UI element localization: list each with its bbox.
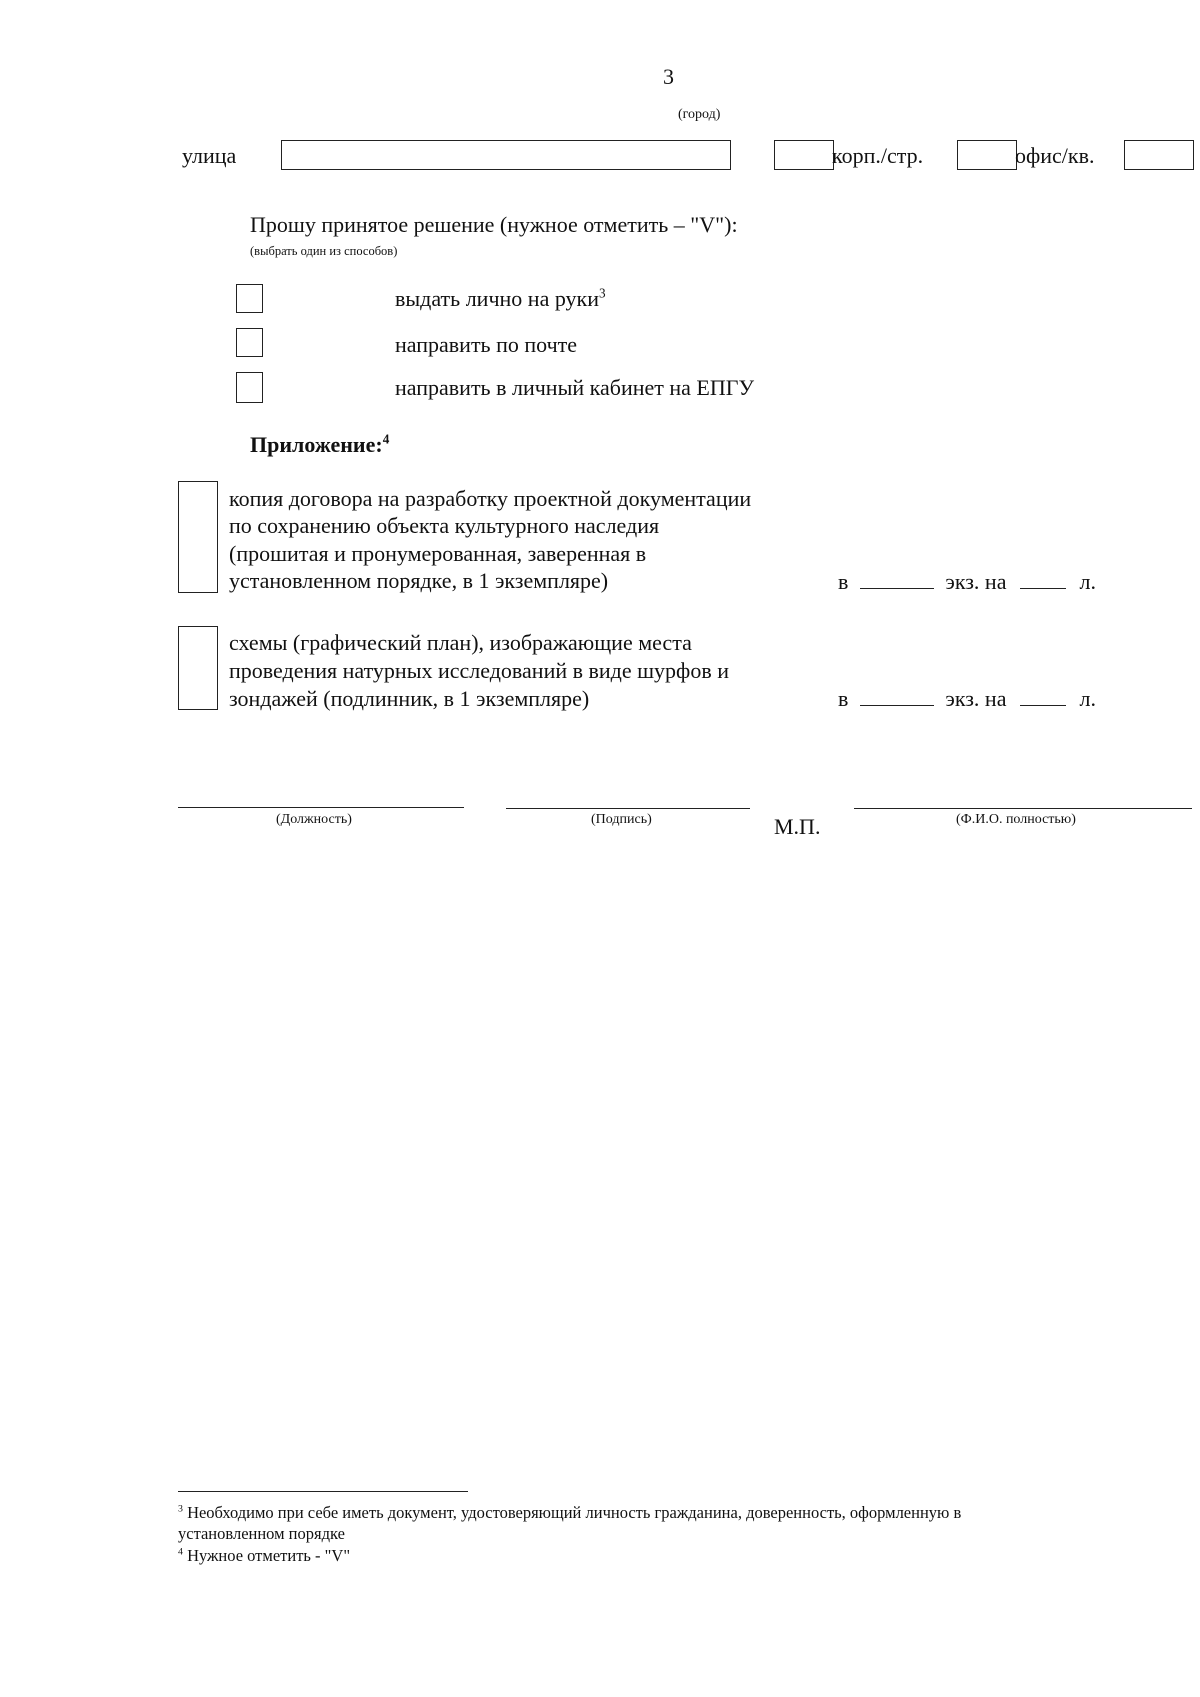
- stamp-label: М.П.: [774, 814, 821, 839]
- position-caption: (Должность): [276, 812, 352, 827]
- qty-mid: экз. на: [945, 686, 1007, 711]
- building-label: корп./стр.: [832, 143, 924, 168]
- footnote-ref-4[interactable]: 4: [382, 431, 390, 447]
- qty-prefix: в: [838, 686, 849, 711]
- sheets-blank[interactable]: [1020, 570, 1066, 589]
- attachment-contract-quantity: [838, 569, 1096, 595]
- attachment-contract-line-2: по сохранению объекта культурного наследия: [229, 513, 660, 538]
- delivery-heading: Прошу принятое решение (нужное отметить – "V"):: [250, 212, 738, 237]
- delivery-option-in-person-label: выдать лично на руки: [395, 286, 600, 311]
- footnote-3-line2: установленном порядке: [178, 1524, 345, 1543]
- footnote-4: [178, 1546, 350, 1565]
- qty-mid: экз. на: [945, 569, 1007, 594]
- delivery-option-in-person: [395, 286, 606, 312]
- footnote-3-text-line1: Необходимо при себе иметь документ, удостоверяющий личность гражданина, доверенность, оформленную в: [187, 1503, 962, 1522]
- qty-prefix: в: [838, 569, 849, 594]
- attachment-contract-line-4: установленном порядке, в 1 экземпляре): [229, 568, 609, 593]
- delivery-option-mail: направить по почте: [395, 332, 578, 357]
- page-number: 3: [663, 64, 674, 89]
- street-field[interactable]: [281, 140, 731, 170]
- delivery-checkbox-epgu[interactable]: [236, 372, 263, 403]
- attachment-contract-line-3: (прошитая и пронумерованная, заверенная в: [229, 541, 647, 566]
- attachments-heading-label: Приложение:: [250, 432, 383, 457]
- delivery-hint: (выбрать один из способов): [250, 244, 398, 258]
- delivery-checkbox-mail[interactable]: [236, 328, 263, 357]
- attachment-schemes-quantity: [838, 686, 1096, 712]
- delivery-checkbox-in-person[interactable]: [236, 284, 263, 313]
- delivery-option-epgu: направить в личный кабинет на ЕПГУ: [395, 375, 755, 400]
- qty-suffix: л.: [1079, 569, 1096, 594]
- building-field[interactable]: [957, 140, 1017, 170]
- attachment-checkbox-contract[interactable]: [178, 481, 218, 593]
- office-label: офис/кв.: [1015, 143, 1095, 168]
- copies-blank[interactable]: [860, 570, 934, 589]
- position-line[interactable]: [178, 807, 464, 808]
- footnote-4-mark: 4: [178, 1546, 183, 1558]
- signature-caption: (Подпись): [591, 812, 652, 827]
- footnote-separator: [178, 1491, 468, 1492]
- attachment-schemes-line-1: схемы (графический план), изображающие места: [229, 630, 692, 655]
- footnote-ref-3[interactable]: 3: [599, 285, 606, 301]
- attachment-checkbox-schemes[interactable]: [178, 626, 218, 710]
- signature-line[interactable]: [506, 808, 750, 809]
- attachment-schemes-line-3: зондажей (подлинник, в 1 экземпляре): [229, 686, 590, 711]
- attachment-contract-line-1: копия договора на разработку проектной документации: [229, 486, 752, 511]
- copies-blank[interactable]: [860, 687, 934, 706]
- qty-suffix: л.: [1079, 686, 1096, 711]
- fullname-line[interactable]: [854, 808, 1192, 809]
- sheets-blank[interactable]: [1020, 687, 1066, 706]
- attachments-heading: [250, 432, 389, 458]
- fullname-caption: (Ф.И.О. полностью): [956, 812, 1076, 827]
- office-field[interactable]: [1124, 140, 1194, 170]
- footnote-3-mark: 3: [178, 1503, 183, 1515]
- footnote-3: [178, 1503, 961, 1522]
- street-label: улица: [182, 143, 237, 168]
- attachment-schemes-line-2: проведения натурных исследований в виде шурфов и: [229, 658, 729, 683]
- city-caption: (город): [678, 107, 721, 122]
- house-field[interactable]: [774, 140, 834, 170]
- footnote-4-text: Нужное отметить - "V": [187, 1546, 351, 1565]
